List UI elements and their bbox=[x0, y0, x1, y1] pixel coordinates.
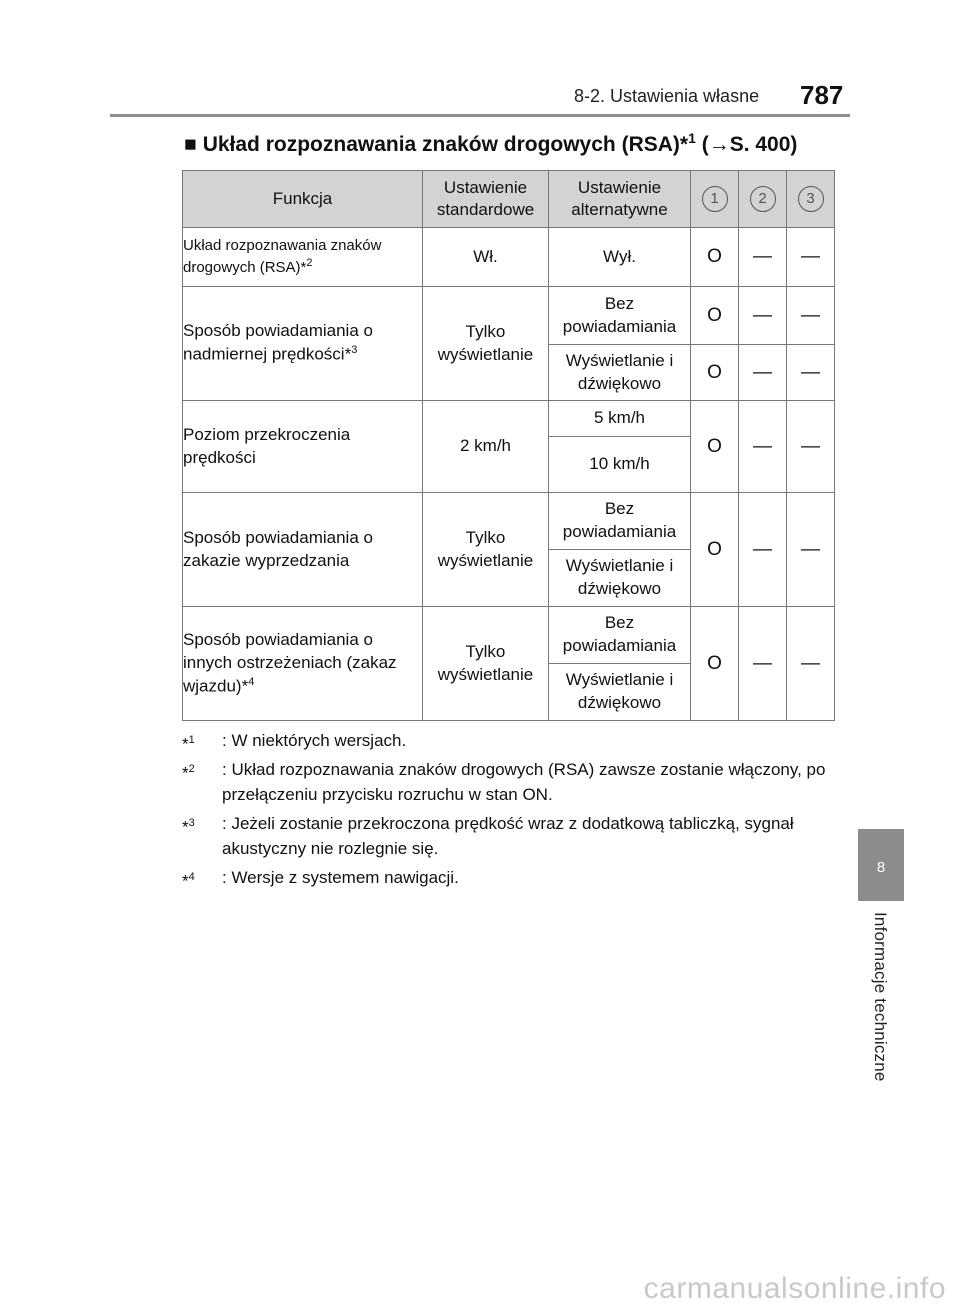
mark-col-3: — bbox=[787, 345, 835, 401]
mark-col-1: O bbox=[691, 607, 739, 721]
chapter-label: Informacje techniczne bbox=[871, 912, 890, 1082]
mark-col-3: — bbox=[787, 493, 835, 607]
row-alternative: Bez powiadamiania bbox=[549, 493, 691, 550]
row-alternative: Wył. bbox=[549, 228, 691, 287]
section-title: ■ Układ rozpoznawania znaków drogowych (RSA)*$^1$ (→S. 400) bbox=[184, 130, 798, 156]
footnote: *$^4$ : Wersje z systemem nawigacji. bbox=[182, 868, 459, 891]
mark-col-3: — bbox=[787, 287, 835, 345]
mark-col-1: O bbox=[691, 401, 739, 493]
header-divider bbox=[110, 114, 850, 117]
header-alternative: Ustawienie alternatywne bbox=[549, 171, 691, 228]
header-col-2 bbox=[739, 171, 787, 228]
title-footnote-ref: 1 bbox=[688, 130, 696, 146]
mark-col-2: — bbox=[739, 401, 787, 493]
table-row bbox=[183, 607, 835, 664]
header-col-1 bbox=[691, 171, 739, 228]
table-row bbox=[183, 493, 835, 550]
row-alternative: 5 km/h bbox=[549, 401, 691, 437]
footnotes bbox=[182, 728, 832, 894]
circled-2-icon: 2 bbox=[750, 186, 776, 212]
row-standard: Tylko wyświetlanie bbox=[423, 287, 549, 401]
row-alternative: Bez powiadamiania bbox=[549, 607, 691, 664]
footnote: *$^1$ : W niektórych wersjach. bbox=[182, 731, 407, 754]
row-function: Układ rozpoznawania znaków drogowych (RSA)*$^2$ bbox=[183, 228, 423, 287]
mark-col-2: — bbox=[739, 345, 787, 401]
table-row bbox=[183, 401, 835, 437]
settings-table bbox=[182, 170, 835, 721]
mark-col-3: — bbox=[787, 607, 835, 721]
mark-col-1: O bbox=[691, 345, 739, 401]
square-bullet-icon: ■ bbox=[184, 133, 197, 156]
header-funkcja: Funkcja bbox=[183, 171, 423, 228]
page-number: 787 bbox=[800, 80, 844, 110]
row-alternative: Wyświetlanie i dźwiękowo bbox=[549, 550, 691, 607]
row-function: Sposób powiadamiania o zakazie wyprzedzania bbox=[183, 493, 423, 607]
row-alternative: Bez powiadamiania bbox=[549, 287, 691, 345]
row-standard: Tylko wyświetlanie bbox=[423, 607, 549, 721]
mark-col-1: O bbox=[691, 228, 739, 287]
table-row bbox=[183, 287, 835, 345]
chapter-number: 8 bbox=[876, 859, 886, 876]
header-col-3 bbox=[787, 171, 835, 228]
arrow-right-icon: → bbox=[708, 133, 730, 156]
chapter-tab[interactable] bbox=[858, 829, 904, 901]
mark-col-3: — bbox=[787, 228, 835, 287]
mark-col-2: — bbox=[739, 228, 787, 287]
title-text: Układ rozpoznawania znaków drogowych (RSA)* bbox=[202, 133, 689, 156]
mark-col-2: — bbox=[739, 287, 787, 345]
row-standard: Tylko wyświetlanie bbox=[423, 493, 549, 607]
row-alternative: Wyświetlanie i dźwiękowo bbox=[549, 664, 691, 721]
row-function: Sposób powiadamiania o innych ostrzeżeniach (zakaz wjazdu)*$^4$ bbox=[183, 607, 423, 721]
table-row bbox=[183, 228, 835, 287]
row-standard: 2 km/h bbox=[423, 401, 549, 493]
mark-col-3: — bbox=[787, 401, 835, 493]
row-alternative: Wyświetlanie i dźwiękowo bbox=[549, 345, 691, 401]
header-standard: Ustawienie standardowe bbox=[423, 171, 549, 228]
mark-col-2: — bbox=[739, 607, 787, 721]
mark-col-1: O bbox=[691, 287, 739, 345]
footnote: *$^3$ : Jeżeli zostanie przekroczona prędkość wraz z dodatkową tabliczką, sygnał akustyczny nie rozlegnie się. bbox=[182, 814, 794, 858]
row-standard: Wł. bbox=[423, 228, 549, 287]
row-function: Poziom przekroczenia prędkości bbox=[183, 401, 423, 493]
mark-col-1: O bbox=[691, 493, 739, 607]
row-alternative: 10 km/h bbox=[549, 437, 691, 493]
circled-1-icon: 1 bbox=[702, 186, 728, 212]
footnote: *$^2$ : Układ rozpoznawania znaków drogowych (RSA) zawsze zostanie włączony, po przełączeniu przycisku rozruchu w stan ON. bbox=[182, 760, 826, 804]
mark-col-2: — bbox=[739, 493, 787, 607]
table-header-row bbox=[183, 171, 835, 228]
watermark: carmanualsonline.info bbox=[643, 1272, 946, 1305]
circled-3-icon: 3 bbox=[798, 186, 824, 212]
row-function: Sposób powiadamiania o nadmiernej prędkości*$^3$ bbox=[183, 287, 423, 401]
section-header: 8-2. Ustawienia własne bbox=[574, 86, 760, 106]
page-reference: S. 400) bbox=[729, 133, 798, 156]
